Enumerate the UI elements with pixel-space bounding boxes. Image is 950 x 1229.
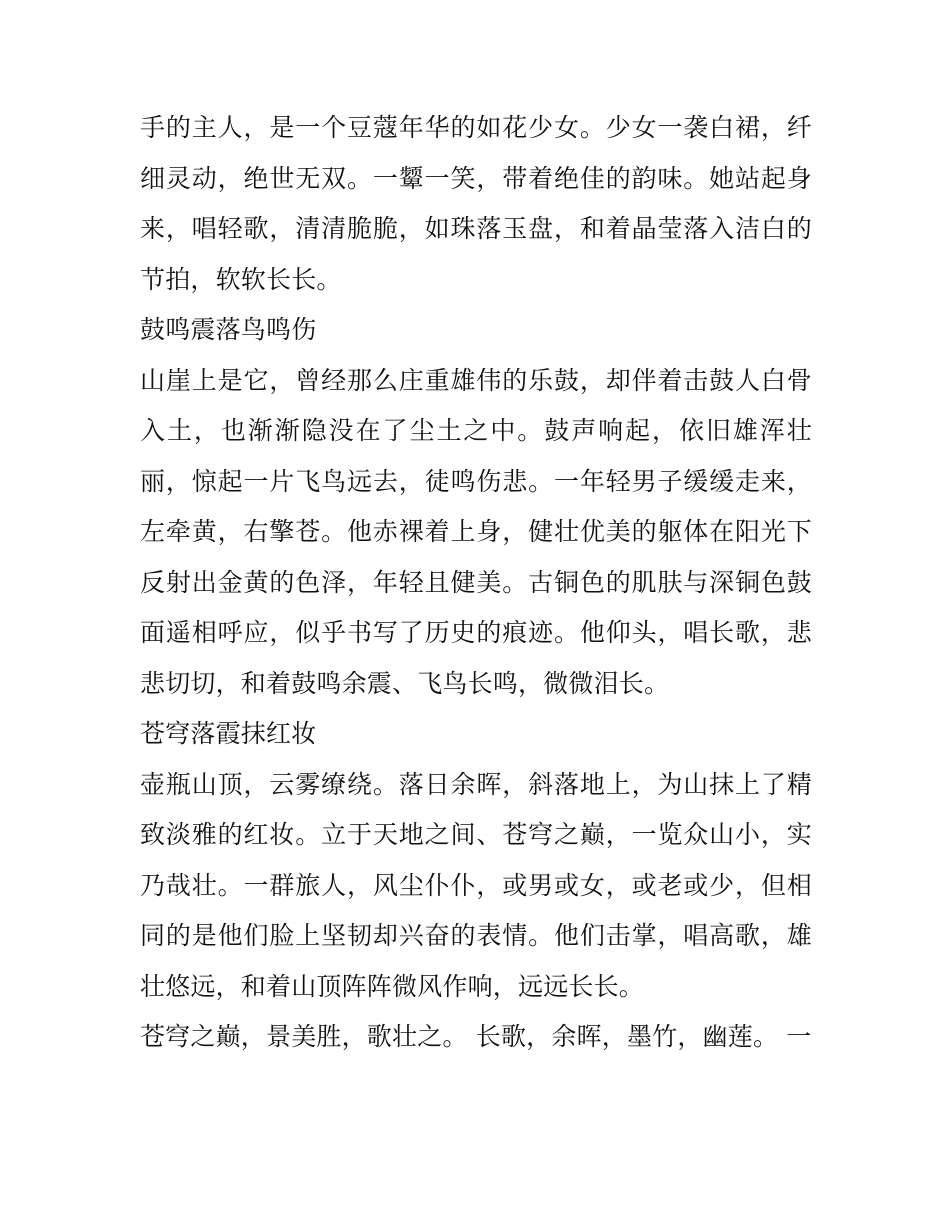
paragraph-drum-song: 山崖上是它，曾经那么庄重雄伟的乐鼓，却伴着击鼓人白骨入土，也渐渐隐没在了尘土之中。鼓声响起，依旧雄浑壮丽，惊起一片飞鸟远去，徒鸣伤悲。一年轻男子缓缓走来，左牵黄，右擎苍。他赤裸着上身，健壮优美的躯体在阳光下反射出金黄的色泽，年轻且健美。古铜色的肌肤与深铜色鼓面遥相呼应，似乎书写了历史的痕迹。他仰头，唱长歌，悲悲切切，和着鼓鸣余震、飞鸟长鸣，微微泪长。 [140,365,812,698]
section-heading-drum: 鼓鸣震落鸟鸣伤 [140,315,317,344]
paragraph-mountain-song: 壶瓶山顶，云雾缭绕。落日余晖，斜落地上，为山抹上了精致淡雅的红妆。立于天地之间、苍穹之巅，一览众山小，实乃哉壮。一群旅人，风尘仆仆，或男或女，或老或少，但相同的是他们脸上坚韧却兴奋的表情。他们击掌，唱高歌，雄壮悠远，和着山顶阵阵微风作响，远远长长。 [140,769,812,1001]
document-body [140,103,812,1063]
paragraph-summary: 苍穹之巅，景美胜，歌壮之。 长歌，余晖，墨竹，幽莲。 一 [140,1022,812,1051]
paragraph-girl-song: 手的主人，是一个豆蔻年华的如花少女。少女一袭白裙，纤细灵动，绝世无双。一颦一笑，带着绝佳的韵味。她站起身来，唱轻歌，清清脆脆，如珠落玉盘，和着晶莹落入洁白的节拍，软软长长。 [140,113,812,294]
section-heading-sky: 苍穹落霞抹红妆 [140,719,317,748]
